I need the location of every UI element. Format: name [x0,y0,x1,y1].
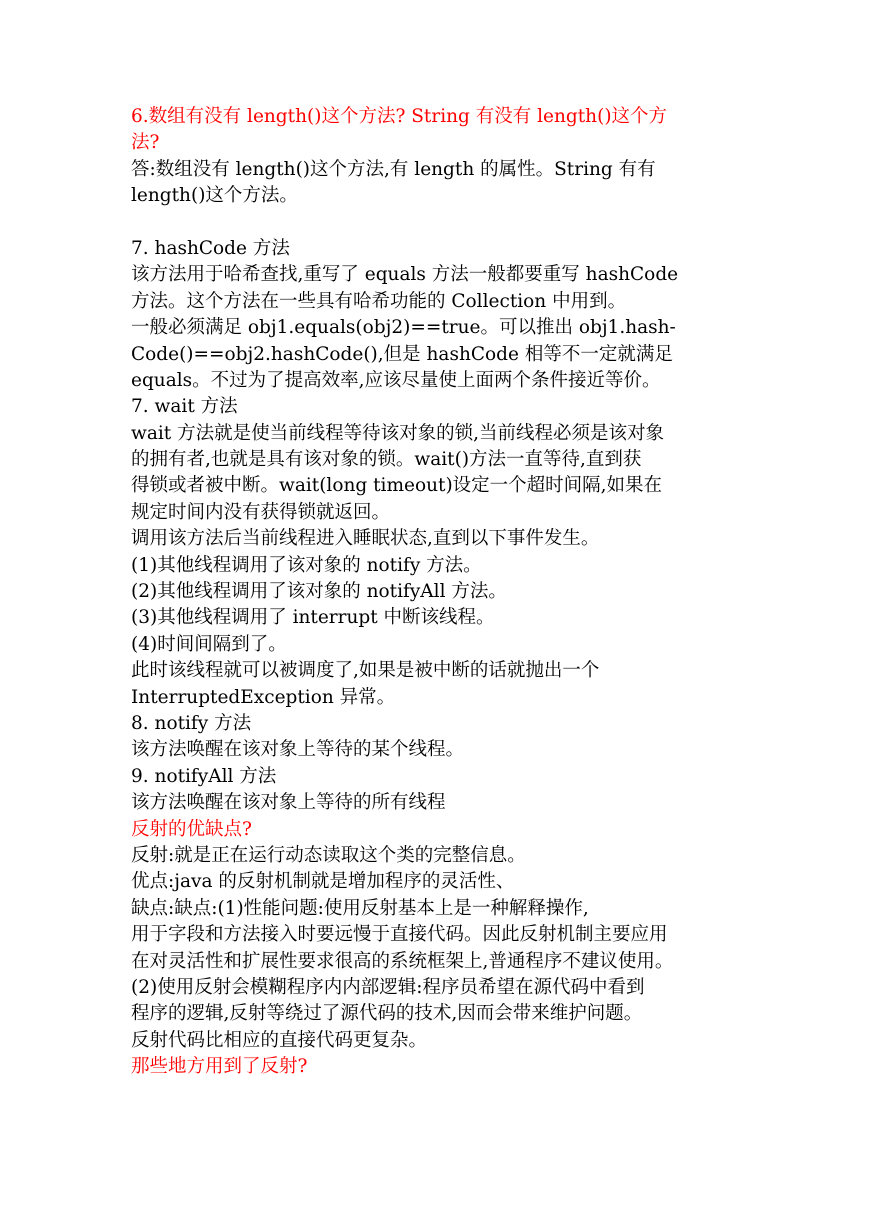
body-text: 该方法用于哈希查找,重写了 equals 方法一般都要重写 hashCode [131,264,679,286]
body-text: 反射代码比相应的直接代码更复杂。 [131,1029,428,1051]
answer-text: 答:数组没有 length()这个方法,有 length 的属性。String 有有 [131,158,656,180]
section-title: 7. wait 方法 [131,396,238,418]
body-text: equals。不过为了提高效率,应该尽量使上面两个条件接近等价。 [131,369,661,391]
document-page [131,104,741,1080]
body-text: 的拥有者,也就是具有该对象的锁。wait()方法一直等待,直到获 [131,449,642,471]
body-text: 规定时间内没有获得锁就返回。 [131,501,391,523]
list-item: (1)其他线程调用了该对象的 notify 方法。 [131,554,482,576]
section-title: 9. notifyAll 方法 [131,765,277,787]
question-heading: 法? [131,132,160,154]
body-text: 缺点:缺点:(1)性能问题:使用反射基本上是一种解释操作, [131,897,589,919]
body-text: 得锁或者被中断。wait(long timeout)设定一个超时间隔,如果在 [131,475,663,497]
list-item: (4)时间间隔到了。 [131,633,287,655]
question-heading: 6.数组有没有 length()这个方法? String 有没有 length()这个方 [131,106,668,127]
list-item: (2)其他线程调用了该对象的 notifyAll 方法。 [131,581,507,603]
body-text: 调用该方法后当前线程进入睡眠状态,直到以下事件发生。 [131,528,600,550]
body-text: 程序的逻辑,反射等绕过了源代码的技术,因而会带来维护问题。 [131,1003,643,1025]
body-text: wait 方法就是使当前线程等待该对象的锁,当前线程必须是该对象 [131,422,664,444]
question-heading: 反射的优缺点? [131,818,252,840]
body-text: (2)使用反射会模糊程序内内部逻辑:程序员希望在源代码中看到 [131,976,645,998]
body-text: 该方法唤醒在该对象上等待的所有线程 [131,792,446,814]
list-item: (3)其他线程调用了 interrupt 中断该线程。 [131,607,495,629]
body-text: InterruptedException 异常。 [131,686,396,708]
body-text: 反射:就是正在运行动态读取这个类的完整信息。 [131,844,526,866]
body-text: Code()==obj2.hashCode(),但是 hashCode 相等不一定就满足 [131,343,673,365]
blank-line [131,210,741,236]
body-text: 方法。这个方法在一些具有哈希功能的 Collection 中用到。 [131,290,627,312]
section-title: 8. notify 方法 [131,712,252,734]
question-heading: 那些地方用到了反射? [131,1056,308,1078]
body-text: 此时该线程就可以被调度了,如果是被中断的话就抛出一个 [131,660,600,682]
section-title: 7. hashCode 方法 [131,237,290,259]
body-text: 用于字段和方法接入时要远慢于直接代码。因此反射机制主要应用 [131,924,668,946]
body-text: 一般必须满足 obj1.equals(obj2)==true。可以推出 obj1.hash- [131,317,676,339]
body-text: 该方法唤醒在该对象上等待的某个线程。 [131,739,465,761]
body-text: 优点:java 的反射机制就是增加程序的灵活性、 [131,871,515,893]
answer-text: length()这个方法。 [131,185,298,207]
body-text: 在对灵活性和扩展性要求很高的系统框架上,普通程序不建议使用。 [131,950,674,972]
